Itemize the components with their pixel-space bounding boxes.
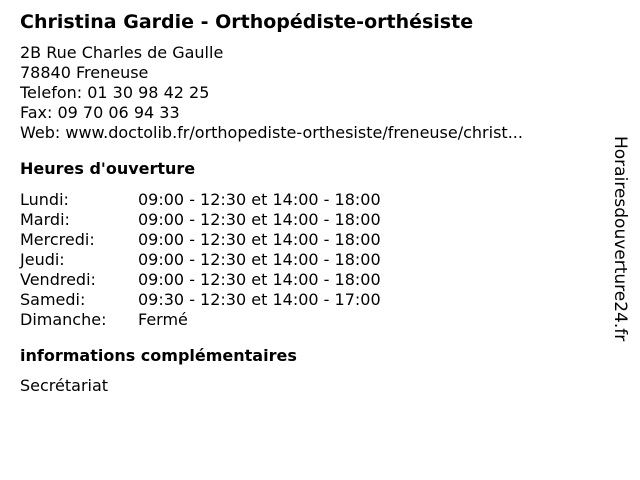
- contact-info: [20, 43, 600, 143]
- address-city: 78840 Freneuse: [20, 63, 149, 82]
- address-street: 2B Rue Charles de Gaulle: [20, 43, 224, 62]
- business-title: Christina Gardie - Orthopédiste-orthésiste: [20, 11, 474, 33]
- hours-value: 09:00 - 12:30 et 14:00 - 18:00: [138, 270, 381, 289]
- day-label: Vendredi:: [20, 270, 96, 289]
- hours-row-mercredi: [20, 230, 600, 250]
- hours-value: 09:30 - 12:30 et 14:00 - 17:00: [138, 290, 381, 309]
- day-label: Lundi:: [20, 190, 69, 209]
- opening-hours-table: [20, 190, 600, 330]
- hours-value: 09:00 - 12:30 et 14:00 - 18:00: [138, 210, 381, 229]
- hours-value: 09:00 - 12:30 et 14:00 - 18:00: [138, 250, 381, 269]
- day-label: Dimanche:: [20, 310, 107, 329]
- day-label: Samedi:: [20, 290, 86, 309]
- business-card: [20, 10, 600, 396]
- day-label: Mardi:: [20, 210, 70, 229]
- hours-value: 09:00 - 12:30 et 14:00 - 18:00: [138, 190, 381, 209]
- day-label: Mercredi:: [20, 230, 95, 249]
- hours-row-vendredi: [20, 270, 600, 290]
- additional-info-text: Secrétariat: [20, 376, 109, 395]
- website-link[interactable]: Web: www.doctolib.fr/orthopediste-orthesiste/freneuse/christ...: [20, 123, 523, 142]
- site-watermark: [600, 136, 640, 372]
- day-label: Jeudi:: [20, 250, 65, 269]
- hours-row-dimanche: [20, 310, 600, 330]
- fax-number: Fax: 09 70 06 94 33: [20, 103, 180, 122]
- hours-row-samedi: [20, 290, 600, 310]
- opening-hours-heading: Heures d'ouverture: [20, 159, 196, 178]
- watermark-text: Horairesdouverture24.fr: [610, 136, 630, 342]
- additional-info-heading: informations complémentaires: [20, 346, 297, 365]
- hours-value: 09:00 - 12:30 et 14:00 - 18:00: [138, 230, 381, 249]
- hours-value: Fermé: [138, 310, 188, 329]
- hours-row-jeudi: [20, 250, 600, 270]
- hours-row-mardi: [20, 210, 600, 230]
- hours-row-lundi: [20, 190, 600, 210]
- phone-number: Telefon: 01 30 98 42 25: [20, 83, 210, 102]
